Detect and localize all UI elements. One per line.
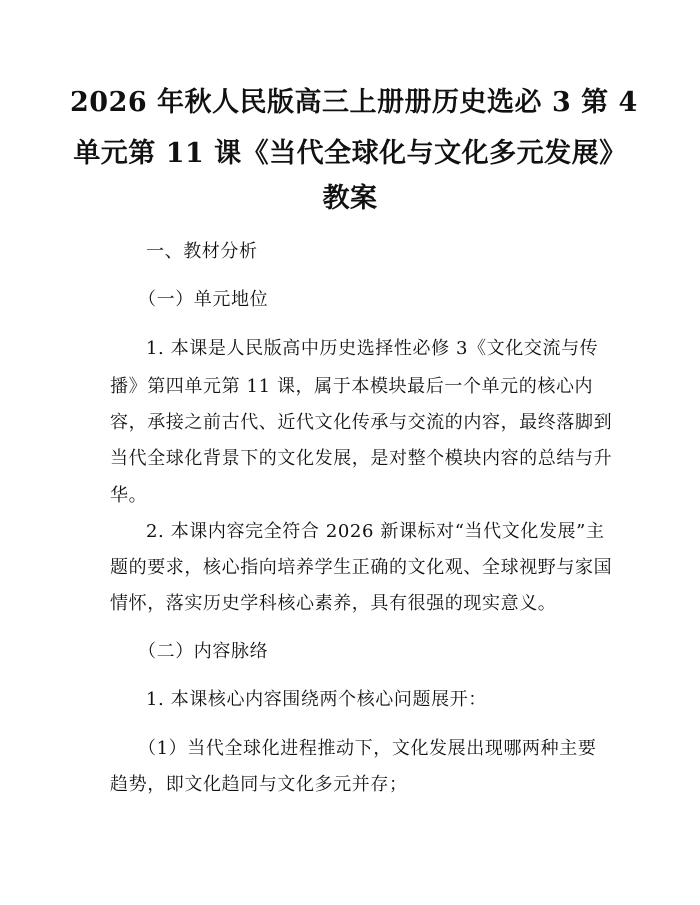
title-line-1: 2026 年秋人民版高三上册册历史选必 3 第 4: [70, 87, 638, 118]
paragraph-line: （1）当代全球化进程推动下，文化发展出现哪两种主要: [138, 738, 597, 759]
paragraph-line: 1. 本课是人民版高中历史选择性必修 3《文化交流与传: [146, 338, 599, 359]
paragraph-line: 趋势，即文化趋同与文化多元并存；: [110, 774, 408, 795]
title-line-2: 单元第 11 课《当代全球化与文化多元发展》: [73, 138, 627, 169]
section-heading: 一、教材分析: [146, 241, 258, 262]
title-line-3: 教案: [322, 183, 378, 214]
subsection-heading: （二）内容脉络: [138, 641, 269, 662]
paragraph-line: 2. 本课内容完全符合 2026 新课标对“当代文化发展”主: [146, 521, 605, 542]
paragraph-line: 华。: [110, 485, 148, 506]
paragraph-line: 当代全球化背景下的文化发展，是对整个模块内容的总结与升: [110, 448, 613, 469]
paragraph-line: 播》第四单元第 11 课，属于本模块最后一个单元的核心内: [110, 376, 594, 397]
paragraph-line: 题的要求，核心指向培养学生正确的文化观、全球视野与家国: [110, 557, 613, 578]
paragraph-line: 1. 本课核心内容围绕两个核心问题展开：: [146, 689, 487, 710]
paragraph-line: 容，承接之前古代、近代文化传承与交流的内容，最终落脚到: [110, 412, 613, 433]
subsection-heading: （一）单元地位: [138, 289, 269, 310]
paragraph-line: 情怀，落实历史学科核心素养，具有很强的现实意义。: [110, 593, 557, 614]
